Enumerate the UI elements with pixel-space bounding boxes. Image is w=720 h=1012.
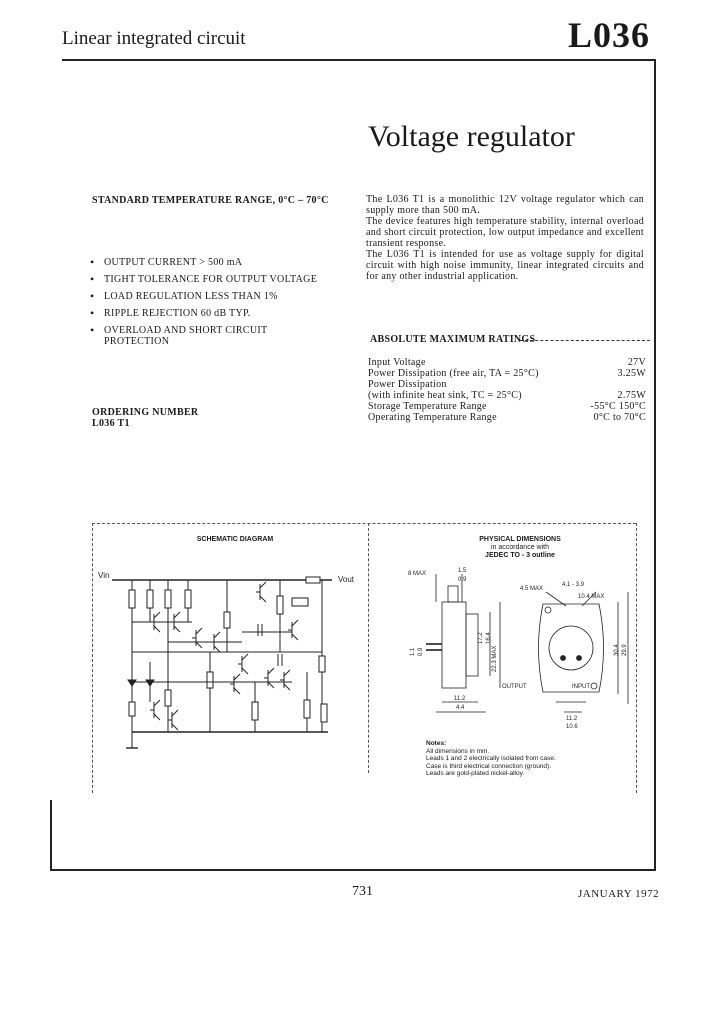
header-rule [62, 59, 656, 61]
page-title: Voltage regulator [368, 120, 575, 153]
figure-divider [636, 523, 637, 793]
feature-item: • TIGHT TOLERANCE FOR OUTPUT VOLTAGE [90, 274, 330, 285]
rating-value: 0°C to 70°C [593, 412, 646, 423]
figure-divider [368, 523, 369, 773]
physical-title-text: PHYSICAL DIMENSIONS [479, 536, 561, 543]
feature-list [90, 257, 330, 353]
ratings-divider [520, 340, 650, 341]
description-paragraph: The L036 T1 is intended for use as voltage supply for digital circuit with high noise immunity, linear integrated circuits and for any other industrial application. [366, 249, 644, 282]
ordering-value: L036 T1 [92, 418, 130, 429]
feature-item: • LOAD REGULATION LESS THAN 1% [90, 291, 330, 302]
dim-label: 8 MAX [408, 571, 427, 577]
physical-dimensions-drawing [396, 562, 636, 738]
dimension-notes [426, 740, 556, 778]
ratings-table [368, 357, 646, 423]
dim-label: 22.3 MAX [492, 645, 498, 672]
page-number: 731 [352, 884, 373, 899]
dim-label: 11.2 [454, 696, 466, 702]
rating-value: -55°C 150°C [590, 401, 646, 412]
note-item: Leads 1 and 2 electrically isolated from case. [426, 755, 556, 762]
dim-label: 16.4 [486, 632, 492, 644]
feature-item: • OVERLOAD AND SHORT CIRCUIT PROTECTION [90, 325, 330, 347]
table-row [368, 401, 646, 412]
note-item: Leads are gold-plated nickel-alloy. [426, 770, 525, 777]
physical-subtitle: in accordance with [491, 544, 549, 551]
input-pin-label: INPUT [572, 684, 590, 690]
table-row [368, 412, 646, 423]
dim-label: 1.5 [458, 568, 467, 574]
dim-label: 10.6 [566, 724, 578, 730]
dim-label: 10.4 MAX [578, 594, 605, 600]
table-row [368, 379, 646, 390]
rating-value [578, 379, 646, 390]
table-row [368, 357, 646, 368]
dim-label: 17.2 [478, 632, 484, 644]
rating-value: 3.25W [617, 368, 646, 379]
dim-label: 29.9 [622, 644, 628, 656]
right-margin-rule [654, 59, 656, 871]
table-row [368, 390, 646, 401]
dim-label: 4.5 MAX [520, 586, 544, 592]
physical-subtitle: JEDEC TO - 3 outline [485, 552, 555, 559]
description-paragraph: The device features high temperature stability, internal overload and short circuit protection, low output impedance and excellent transient response. [366, 216, 644, 249]
notes-title: Notes: [426, 740, 447, 747]
left-corner-rule [50, 800, 52, 871]
rating-label: Power Dissipation (free air, TA = 25°C) [368, 368, 539, 379]
publication-date: JANUARY 1972 [578, 888, 660, 900]
rating-value: 2.75W [617, 390, 646, 401]
note-item: Case is third electrical connection (ground). [426, 762, 552, 770]
schematic-diagram [92, 552, 364, 752]
temperature-range: STANDARD TEMPERATURE RANGE, 0°C – 70°C [92, 195, 329, 206]
dim-label: 1.1 [410, 647, 416, 656]
ratings-title: ABSOLUTE MAXIMUM RATINGS [370, 334, 536, 345]
rating-value: 27V [627, 357, 646, 368]
dim-label: 0.9 [458, 577, 467, 583]
product-series: Linear integrated circuit [62, 28, 246, 49]
schematic-title: SCHEMATIC DIAGRAM [196, 536, 274, 543]
dim-label: 11.2 [566, 716, 578, 722]
rating-label: Input Voltage [368, 357, 426, 368]
table-row [368, 368, 646, 379]
dim-label: 4.1 - 3.9 [562, 582, 585, 588]
ordering-label: ORDERING NUMBER [92, 407, 199, 418]
ordering-number [92, 407, 198, 429]
dim-label: 0.9 [418, 647, 424, 656]
physical-dimensions-title [420, 536, 620, 560]
description [366, 194, 644, 282]
dim-label: 30.4 [614, 644, 620, 656]
feature-item: • OUTPUT CURRENT > 500 mA [90, 257, 330, 268]
part-number: L036 [567, 15, 650, 55]
dim-label: 4.4 [456, 705, 465, 711]
rating-label: Storage Temperature Range [368, 401, 487, 412]
rating-label: Power Dissipation [368, 379, 447, 390]
vout-label: Vout [338, 575, 355, 584]
feature-item: • RIPPLE REJECTION 60 dB TYP. [90, 308, 330, 319]
output-pin-label: OUTPUT [502, 684, 527, 690]
rating-label: (with infinite heat sink, TC = 25°C) [368, 390, 522, 401]
vin-label: Vin [98, 571, 110, 580]
footer-rule [50, 869, 656, 871]
note-item: All dimensions in mm. [426, 747, 490, 755]
rating-label: Operating Temperature Range [368, 412, 497, 423]
description-paragraph: The L036 T1 is a monolithic 12V voltage regulator which can supply more than 500 mA. [366, 194, 644, 216]
